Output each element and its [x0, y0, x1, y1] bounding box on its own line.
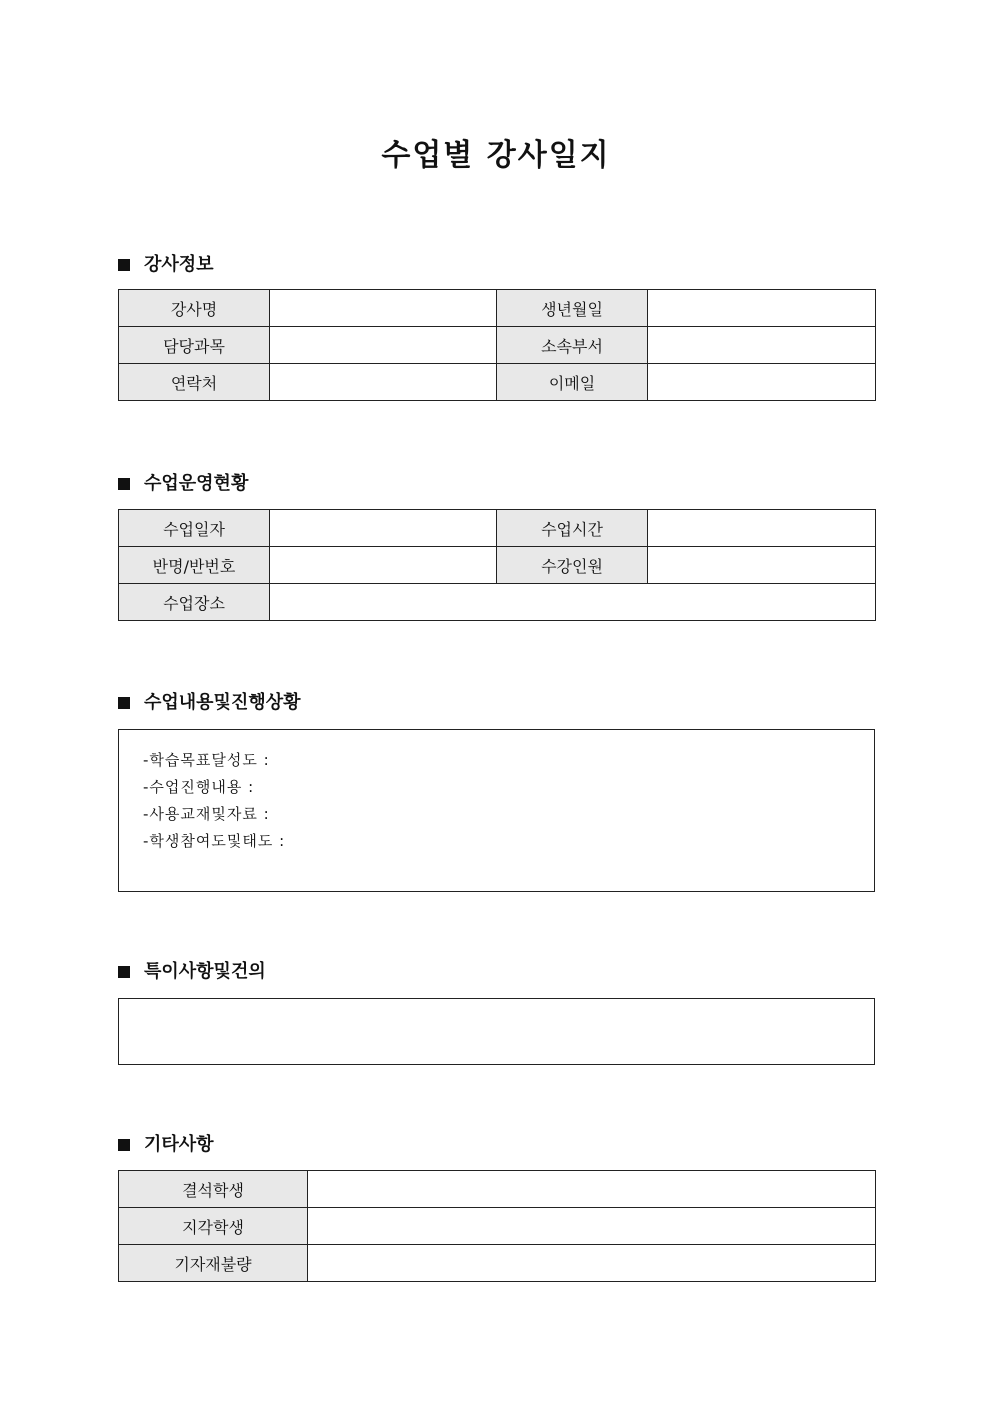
instructor-name-label: 강사명 — [119, 290, 270, 327]
section-title: 수업내용및진행상황 — [144, 692, 301, 713]
instructor-name-field[interactable] — [270, 290, 497, 327]
enrollment-field[interactable] — [648, 547, 876, 584]
table-row — [119, 510, 876, 547]
contact-field[interactable] — [270, 364, 497, 401]
other-info-table — [118, 1170, 876, 1282]
late-students-label: 지각학생 — [119, 1208, 308, 1245]
class-date-label: 수업일자 — [119, 510, 270, 547]
section-title: 강사정보 — [144, 254, 214, 275]
square-bullet-icon — [118, 966, 130, 978]
remarks-box[interactable] — [118, 998, 875, 1065]
class-location-label: 수업장소 — [119, 584, 270, 621]
email-label: 이메일 — [497, 364, 648, 401]
birthdate-label: 생년월일 — [497, 290, 648, 327]
late-students-field[interactable] — [308, 1208, 876, 1245]
section-heading-other — [118, 1132, 214, 1158]
instructor-info-table — [118, 289, 876, 401]
subject-field[interactable] — [270, 327, 497, 364]
section-heading-instructor — [118, 252, 214, 278]
subject-label: 담당과목 — [119, 327, 270, 364]
absent-students-field[interactable] — [308, 1171, 876, 1208]
table-row — [119, 1208, 876, 1245]
class-operation-table — [118, 509, 876, 621]
square-bullet-icon — [118, 478, 130, 490]
table-row — [119, 547, 876, 584]
birthdate-field[interactable] — [648, 290, 876, 327]
section-heading-content — [118, 690, 301, 716]
square-bullet-icon — [118, 697, 130, 709]
class-progress-line: -수업진행내용 : — [143, 778, 255, 796]
section-title: 수업운영현황 — [144, 473, 249, 494]
absent-students-label: 결석학생 — [119, 1171, 308, 1208]
class-location-field[interactable] — [270, 584, 876, 621]
class-time-label: 수업시간 — [497, 510, 648, 547]
class-name-field[interactable] — [270, 547, 497, 584]
document-title: 수업별 강사일지 — [381, 138, 611, 173]
section-heading-remarks — [118, 959, 266, 985]
table-row — [119, 1171, 876, 1208]
table-row — [119, 290, 876, 327]
department-label: 소속부서 — [497, 327, 648, 364]
enrollment-label: 수강인원 — [497, 547, 648, 584]
department-field[interactable] — [648, 327, 876, 364]
learning-goal-line: -학습목표달성도 : — [143, 751, 270, 769]
table-row — [119, 584, 876, 621]
section-heading-operation — [118, 471, 248, 497]
table-row — [119, 327, 876, 364]
contact-label: 연락처 — [119, 364, 270, 401]
equipment-defect-field[interactable] — [308, 1245, 876, 1282]
square-bullet-icon — [118, 1139, 130, 1151]
section-title: 특이사항및건의 — [144, 961, 266, 982]
equipment-defect-label: 기자재불량 — [119, 1245, 308, 1282]
class-time-field[interactable] — [648, 510, 876, 547]
square-bullet-icon — [118, 259, 130, 271]
class-date-field[interactable] — [270, 510, 497, 547]
class-content-box[interactable] — [118, 729, 875, 892]
class-name-label: 반명/반번호 — [119, 547, 270, 584]
email-field[interactable] — [648, 364, 876, 401]
table-row — [119, 364, 876, 401]
participation-line: -학생참여도및태도 : — [143, 832, 286, 850]
section-title: 기타사항 — [144, 1134, 214, 1155]
table-row — [119, 1245, 876, 1282]
materials-line: -사용교재및자료 : — [143, 805, 270, 823]
